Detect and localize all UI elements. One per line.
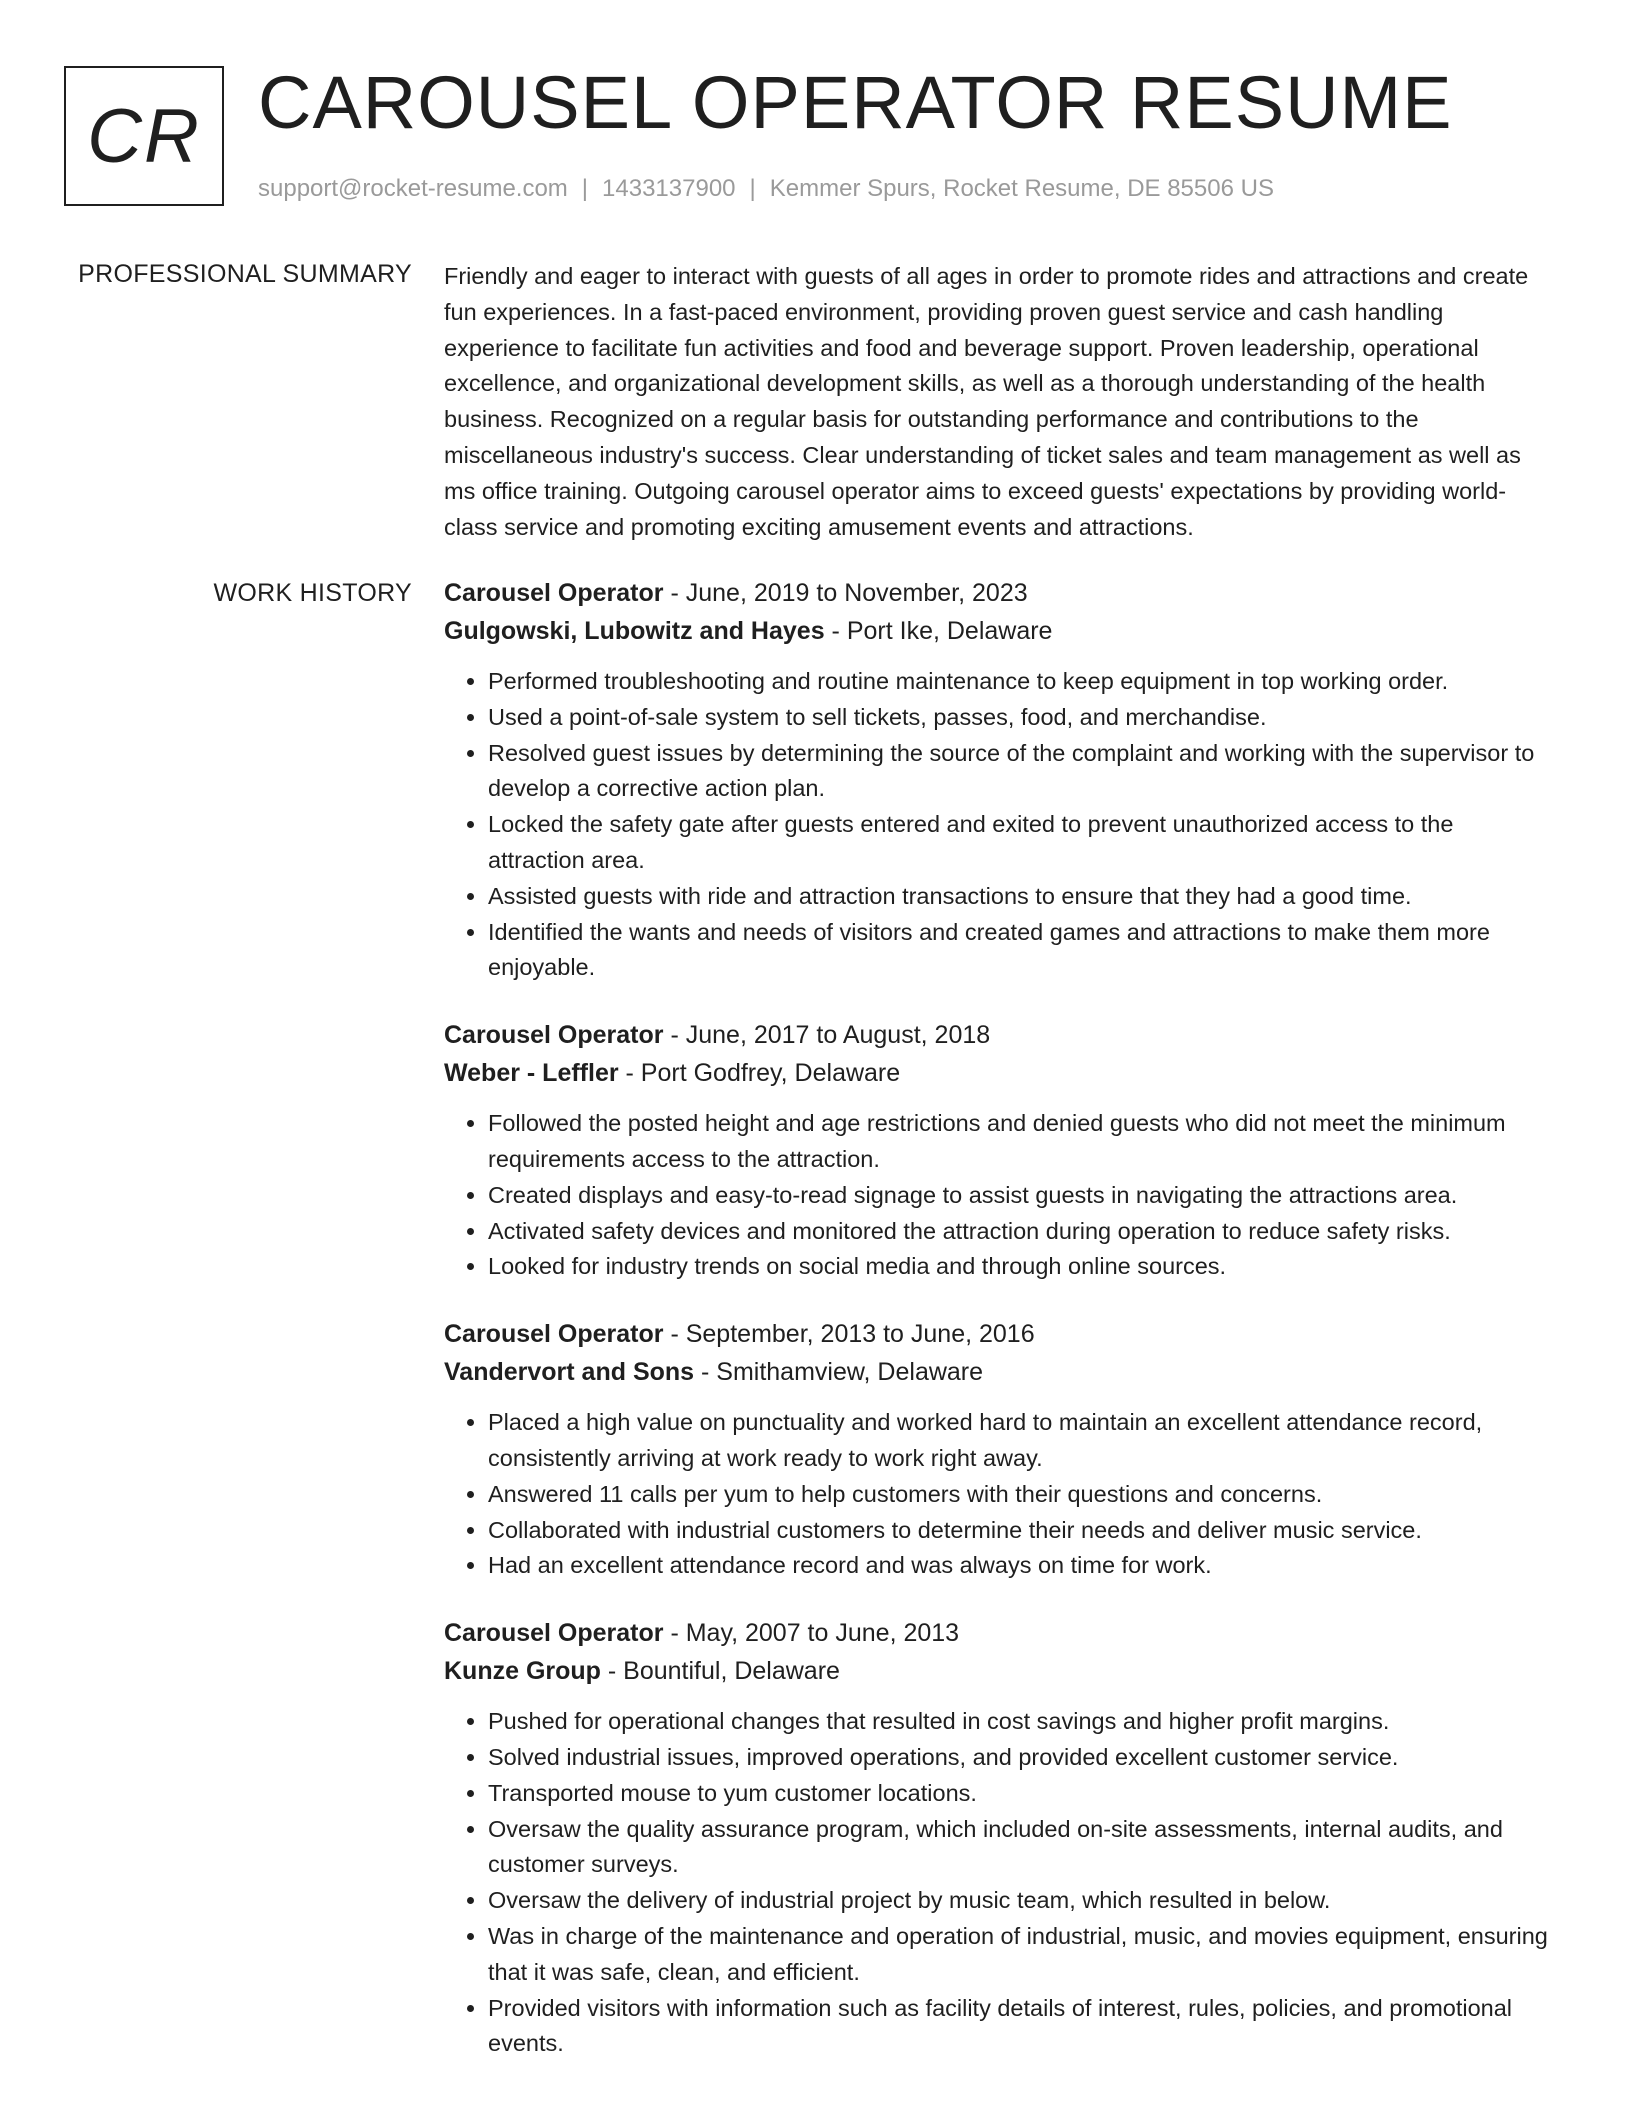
job-bullet-item: • Looked for industry trends on social media and through online sources. — [488, 1249, 1554, 1285]
job-title: Carousel Operator — [444, 1619, 664, 1648]
job-dates: - May, 2007 to June, 2013 — [663, 1619, 960, 1648]
job-bullet-item: • Answered 11 calls per yum to help customers with their questions and concerns. — [488, 1477, 1554, 1513]
job-bullet-item: • Pushed for operational changes that resulted in cost savings and higher profit margins. — [488, 1704, 1554, 1740]
monogram-initials: CR — [87, 93, 201, 179]
job-bullet-item: • Solved industrial issues, improved operations, and provided excellent customer service. — [488, 1740, 1554, 1776]
job-title-line — [444, 574, 1554, 612]
job-bullet-item: • Created displays and easy-to-read signage to assist guests in navigating the attractions area. — [488, 1178, 1554, 1214]
job-bullet-item: • Collaborated with industrial customers to determine their needs and deliver music service. — [488, 1513, 1554, 1549]
contact-phone: 1433137900 — [602, 175, 736, 202]
job-bullet-item: • Assisted guests with ride and attraction transactions to ensure that they had a good time. — [488, 879, 1554, 915]
contact-email: support@rocket-resume.com — [258, 175, 568, 202]
job-title: Carousel Operator — [444, 1320, 664, 1349]
job-company: Kunze Group — [444, 1657, 601, 1686]
job-company: Vandervort and Sons — [444, 1358, 695, 1387]
contact-separator: | — [581, 175, 589, 202]
job-bullet-list — [444, 1704, 1554, 2062]
job-company: Weber - Leffler — [444, 1059, 619, 1088]
job-company-line — [444, 1353, 1554, 1391]
job-location: - Port Godfrey, Delaware — [618, 1059, 901, 1088]
job-bullet-list — [444, 1106, 1554, 1285]
job-bullet-item: • Activated safety devices and monitored the attraction during operation to reduce safety risks. — [488, 1214, 1554, 1250]
job-entry — [444, 1016, 1554, 1285]
job-bullet-item: • Was in charge of the maintenance and operation of industrial, music, and movies equipment, ensuring that it was safe, clean, and efficient. — [488, 1919, 1554, 1991]
job-location: - Smithamview, Delaware — [694, 1358, 984, 1387]
job-bullet-list — [444, 1405, 1554, 1584]
job-entry — [444, 1614, 1554, 2062]
job-title: Carousel Operator — [444, 1021, 664, 1050]
job-location: - Port Ike, Delaware — [824, 617, 1053, 645]
job-bullet-item: • Used a point-of-sale system to sell tickets, passes, food, and merchandise. — [488, 700, 1554, 736]
job-bullet-item: • Identified the wants and needs of visitors and created games and attractions to make them more enjoyable. — [488, 915, 1554, 987]
job-company-line — [444, 1054, 1554, 1092]
job-bullet-item: • Performed troubleshooting and routine maintenance to keep equipment in top working order. — [488, 664, 1554, 700]
job-bullet-item: • Followed the posted height and age restrictions and denied guests who did not meet the minimum requirements access to the attraction. — [488, 1106, 1554, 1178]
job-bullet-item: • Locked the safety gate after guests entered and exited to prevent unauthorized access to the attraction area. — [488, 807, 1554, 879]
job-dates: - June, 2019 to November, 2023 — [663, 579, 1028, 607]
contact-separator: | — [749, 175, 756, 202]
job-dates: - June, 2017 to August, 2018 — [663, 1021, 991, 1050]
job-company: Gulgowski, Lubowitz and Hayes — [444, 617, 825, 645]
job-entry — [444, 574, 1554, 986]
job-dates: - September, 2013 to June, 2016 — [663, 1320, 1035, 1349]
summary-label: PROFESSIONAL SUMMARY — [78, 260, 412, 288]
summary-body — [444, 259, 1554, 545]
summary-text: Friendly and eager to interact with guests of all ages in order to promote rides and attractions and create fun experiences. In a fast-paced environment, providing proven guest service and cash handling experience to facilitate fun activities and food and beverage support. Proven leadership, operational excellence, and organizational development skills, as well as a thorough understanding of the health business. Recognized on a regular basis for outstanding performance and contributions to the miscellaneous industry's success. Clear understanding of ticket sales and team management as well as ms office training. Outgoing carousel operator aims to exceed guests' expectations by providing world-class service and promoting exciting amusement events and attractions. — [444, 263, 1529, 540]
job-entry — [444, 1315, 1554, 1584]
job-title-line — [444, 1315, 1554, 1353]
job-bullet-item: • Oversaw the quality assurance program, which included on-site assessments, internal audits, and customer surveys. — [488, 1812, 1554, 1884]
job-title-line — [444, 1016, 1554, 1054]
job-location: - Bountiful, Delaware — [600, 1657, 840, 1686]
job-company-line — [444, 612, 1554, 650]
resume-title: CAROUSEL OPERATOR RESUME — [258, 61, 1453, 144]
contact-address: Kemmer Spurs, Rocket Resume, DE 85506 US — [769, 175, 1274, 202]
job-bullet-item: • Placed a high value on punctuality and worked hard to maintain an excellent attendance record, consistently arriving at work ready to work right away. — [488, 1405, 1554, 1477]
monogram-box — [64, 66, 224, 206]
job-company-line — [444, 1652, 1554, 1690]
job-bullet-item: • Resolved guest issues by determining the source of the complaint and working with the supervisor to develop a corrective action plan. — [488, 736, 1554, 808]
job-bullet-list — [444, 664, 1554, 986]
job-bullet-item: • Had an excellent attendance record and was always on time for work. — [488, 1548, 1554, 1584]
job-bullet-item: • Oversaw the delivery of industrial project by music team, which resulted in below. — [488, 1883, 1554, 1919]
work-history-body — [444, 574, 1554, 2092]
work-history-label: WORK HISTORY — [213, 579, 412, 607]
job-title: Carousel Operator — [444, 579, 664, 607]
job-bullet-item: • Transported mouse to yum customer locations. — [488, 1776, 1554, 1812]
contact-line — [258, 172, 1274, 206]
job-bullet-item: • Provided visitors with information such as facility details of interest, rules, policies, and promotional events. — [488, 1991, 1554, 2063]
job-title-line — [444, 1614, 1554, 1652]
